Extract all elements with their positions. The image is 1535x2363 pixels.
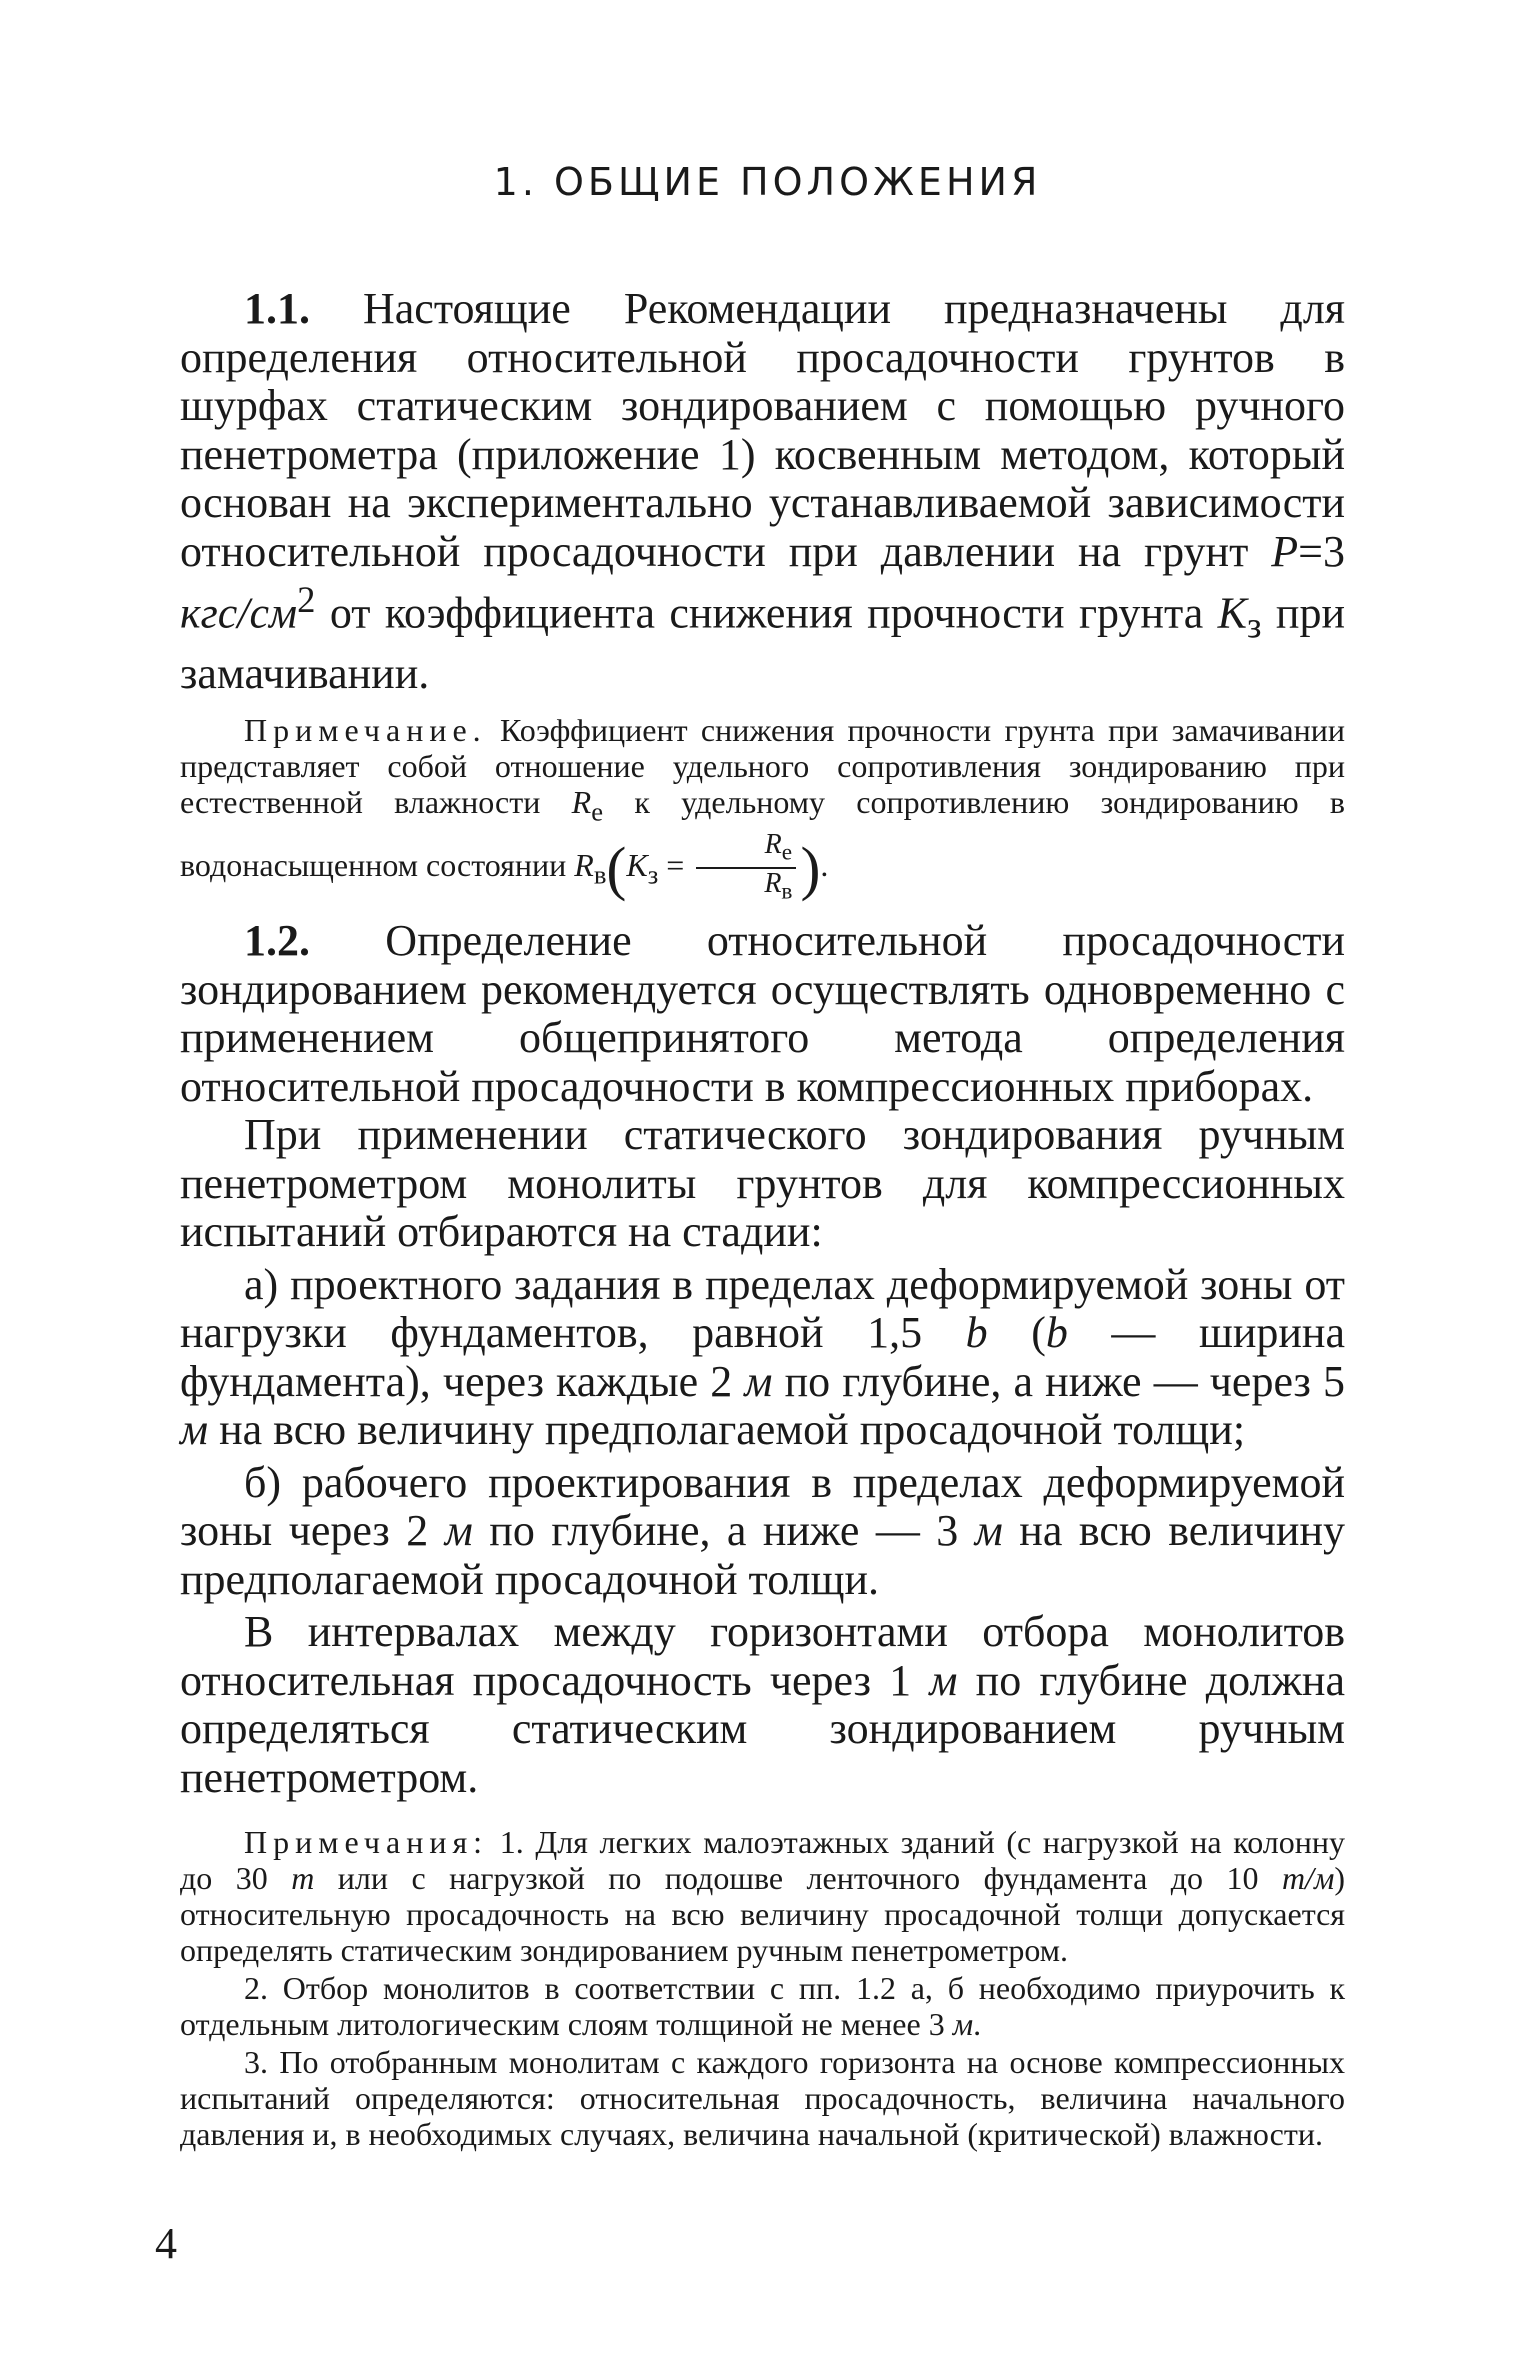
note-2-2: 2. Отбор монолитов в соответствии с пп. 1.2 а, б необходимо приурочить к отдельным литологическим слоям толщиной не менее 3 м. bbox=[180, 1970, 1345, 2043]
page-number: 4 bbox=[155, 2219, 177, 2268]
notes-label: Примечания: bbox=[244, 1824, 489, 1861]
section-heading: 1. ОБЩИЕ ПОЛОЖЕНИЯ bbox=[493, 160, 1042, 204]
list-item-a: а) проектного задания в пределах деформируемой зоны от нагрузки фундаментов, равной 1,5 b (b — ширина фундамента), через каждые 2 м по глубине, а ниже — через 5 м на всю величину предполагаемой просадочной толщи; bbox=[180, 1259, 1345, 1455]
note-2-1: Примечания: 1. Для легких малоэтажных зданий (с нагрузкой на колонну до 30 т или с нагрузкой по подошве ленточного фундамента до 10 т/м) относительную просадочность на всю величину просадочной толщи допускается определять статическим зондированием ручным пенетрометром. bbox=[180, 1824, 1346, 1969]
paragraph-1-1: 1.1. Настоящие Рекомендации предназначены для определения относительной просадочности грунтов в шурфах статическим зондированием с помощью ручного пенетрометра (приложение 1) косвенным методом, который основан на экспериментально устанавливаемой зависимости относительной просадочности при давлении на грунт P=3 кгс/$см^2$ от коэффициента снижения прочности грунта $K_з$ при замачивании. bbox=[180, 284, 1346, 698]
paragraph-intervals: В интервалах между горизонтами отбора монолитов относительная просадочность через 1 м по глубине должна определяться статическим зондированием ручным пенетрометром. bbox=[180, 1607, 1345, 1802]
clause-number: 1.1. bbox=[244, 284, 310, 333]
formula-k: $R_в(K_з$ = $\frac{R_e}{R_в}$ ). bbox=[574, 828, 829, 906]
note-1: Примечание. Коэффициент снижения прочности грунта при замачивании представляет собой отношение удельного сопротивления зондированию при естественной влажности $R_e$ к удельному сопротивлению зондированию в водонасыщенном состоянии $R_в(K_з$ = $\frac{R_e}{R_в}$ ). bbox=[180, 712, 1346, 906]
list-item-b: б) рабочего проектирования в пределах деформируемой зоны через 2 м по глубине, а ниже — 3 м на всю величину предполагаемой просадочной толщи. bbox=[180, 1457, 1345, 1604]
clause-number: 1.2. bbox=[244, 916, 310, 966]
body-text bbox=[180, 285, 1345, 2152]
paragraph-1-2: 1.2. Определение относительной просадочности зондированием рекомендуется осуществлять одновременно с применением общепринятого метода определения относительной просадочности в компрессионных приборах. bbox=[180, 916, 1345, 1111]
note-2-3: 3. По отобранным монолитам с каждого горизонта на основе компрессионных испытаний определяются: относительная просадочность, величина начального давления и, в необходимых случаях, величина начальной (критической) влажности. bbox=[180, 2044, 1345, 2153]
paragraph-sampling: При применении статического зондирования ручным пенетрометром монолиты грунтов для компрессионных испытаний отбираются на стадии: bbox=[180, 1110, 1345, 1257]
note-label: Примечание. bbox=[244, 712, 487, 749]
fraction: $\frac{R_e}{R_в}$ bbox=[696, 830, 796, 907]
